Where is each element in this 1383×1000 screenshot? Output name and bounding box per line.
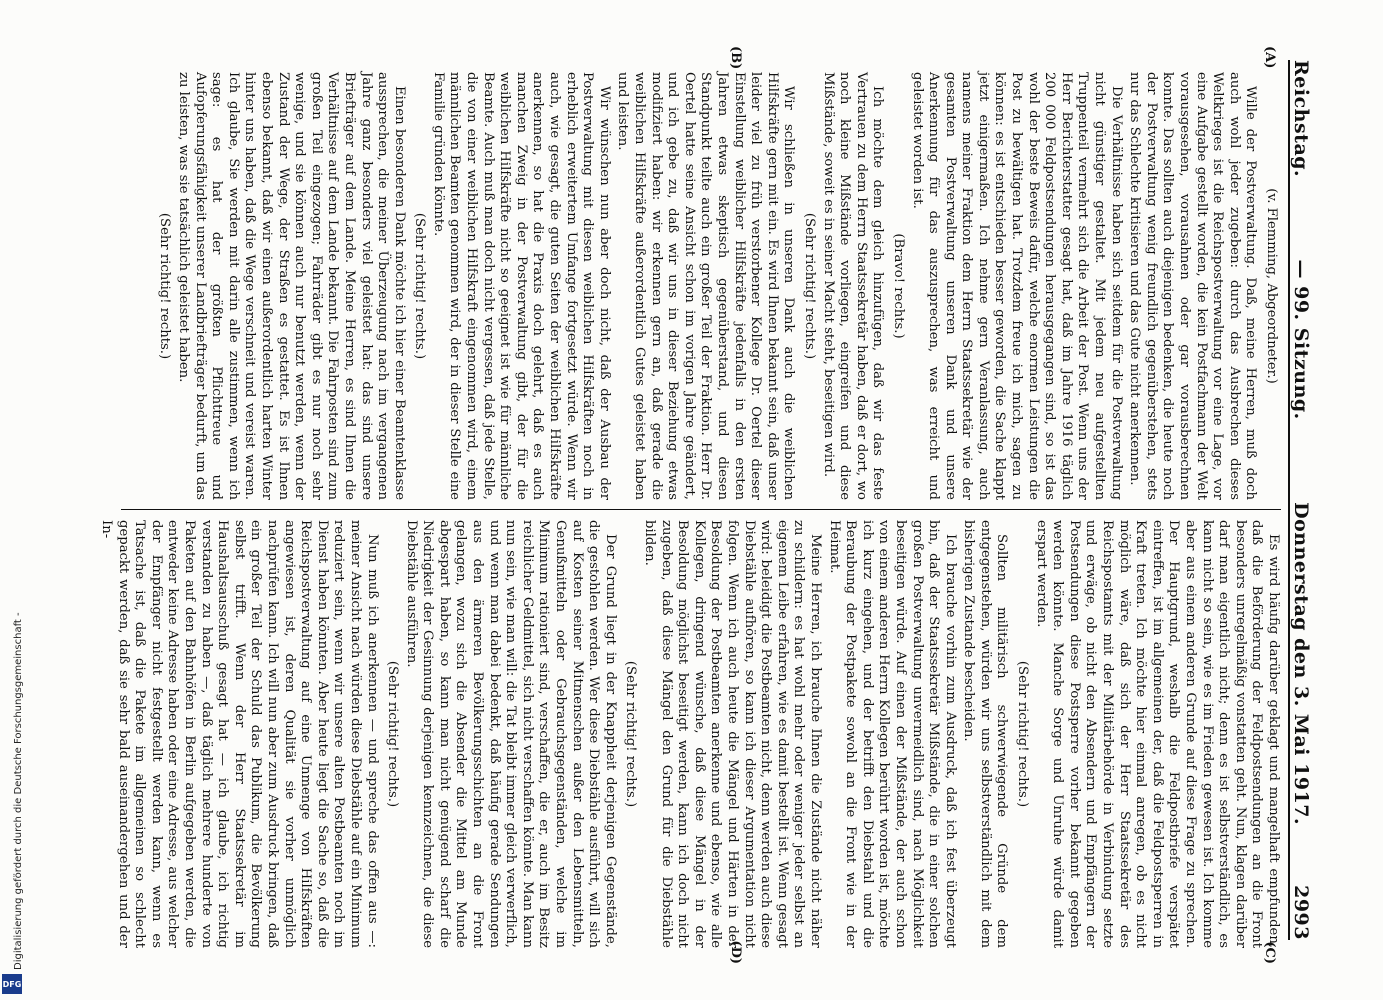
page-number: 2993 [1290, 885, 1312, 940]
paragraph: Ich möchte dem gleich hinzufügen, daß wir das feste Vertrauen zu dem Herrn Staatssekretär haben, daß er dort, wo noch kleine Mißstände vorliegen, eingreifen und diese Mißstände, soweit es in seiner Macht steht, beseitigen wird. [820, 72, 886, 500]
interjection: (Sehr richtig! rechts.) [1015, 660, 1031, 808]
margin-marker-a: (A) [1262, 46, 1277, 69]
page-header [1288, 60, 1328, 940]
header-left: Reichstag. [1290, 60, 1312, 178]
interjection: (Bravo! rechts.) [890, 233, 906, 339]
speaker-line: (v. Flemming, Abgeordneter.) [1264, 188, 1279, 384]
paragraph: Der Grund liegt in der Knappheit derjenigen Gegenstände, die gestohlen werden. Wer diese Diebstähle ausführt, will sich auf Kosten seiner Mitmenschen außer den Lebensmitteln, Genußmitteln oder Gebrauchsgegenständen, welche im Minimum rationiert sind, verschaffen, die er, auch im Besitz reichlicher Geldmittel, sich nicht verschaffen könnte. Man kann nun sein, wie man will: die Tat bleibt immer gleich verwerflich, und wenn man dabei bedenkt, daß häufig gerade Sendungen aus den ärmeren Bevölkerungsschichten an die Front gelangen, wozu sich die Absender die Mittel am Munde abgespart haben, so kann man nicht genügend scharf die Niedrigkeit der Gesinnung derjenigen kennzeichnen, die diese Diebstähle ausführen. [403, 520, 618, 948]
margin-marker-b: (B) [728, 46, 743, 70]
margin-marker-c: (C) [1262, 941, 1277, 964]
paragraph: Es wird häufig darüber geklagt und mangelhaft empfunden, daß die Beförderung der Feldpostsendungen an die Front besonders unregelmäßig vonstatten geht. Nun, klagen darüber darf man eigentlich nicht; denn es ist selbstverständlich, es kann nicht so sein, wie es im Frieden gewesen ist. Ich komme aber aus einem anderen Grunde auf diese Frage zu sprechen. Der Hauptgrund, weshalb die Feldpostbriefe verspätet eintreffen, ist im allgemeinen der, daß die Feldpostsperren in Kraft treten. Ich möchte hier einmal anregen, ob es nicht möglich wäre, daß sich der Herr Staatssekretär des Reichspostamts mit der Militärbehörde in Verbindung setzte und erwäge, ob nicht den Absendern und Empfängern der Postsendungen diese Postsperre vorher bekannt gegeben werden könnte. Manche Sorge und Unruhe würde damit erspart werden. [1033, 520, 1281, 948]
paragraph: Die Verhältnisse haben sich seitdem für die Postverwaltung nicht günstiger gestaltet. Mit jedem neu aufgestellten Truppenteil vermehrt sich die Arbeit der Post. Wenn uns der Herr Berichterstatter gesagt hat, daß im Jahre 1916 täglich 200 000 Feldpostsendungen herausgegangen sind, so ist das wohl der beste Beweis dafür, welche enormen Leistungen die Post zu bewältigen hat. Trotzdem freue ich mich, sagen zu können: es ist entschieden besser geworden, die Sache klappt jetzt einigermaßen. Ich nehme gern Veranlassung, auch namens meiner Fraktion dem Herrn Staatssekretär wie der gesamten Postverwaltung unseren Dank und unsere Anerkennung für das auszusprechen, was erreicht und geleistet worden ist. [909, 72, 1124, 500]
interjection: (Sehr richtig! rechts.) [412, 212, 428, 360]
text-column-right [99, 520, 1281, 948]
header-session: — 99. Sitzung. [1290, 259, 1312, 420]
paragraph: Sollten militärisch schwerwiegende Gründe dem entgegenstehen, würden wir uns selbstverständlich mit dem bisherigen Zustande bescheiden. [961, 520, 1010, 948]
interjection: (Sehr richtig! rechts.) [385, 660, 401, 808]
text-column-left [120, 72, 1281, 500]
paragraph: Meine Herren, ich brauche Ihnen die Zustände nicht näher zu schildern: es hat wohl mehr oder weniger jeder selbst an eigenem Leibe erfahren, wie es damit bestellt ist. Wenn gesagt wird: beleidigt die Postbeamten nicht, denn werden auch diese Diebstähle aufhören, so kann ich dieser Argumentation nicht folgen. Wenn ich auch heute die Mängel und Härten in der Besoldung der Postbeamten anerkenne und ebenso, wie alle Kollegen, dringend wünsche, daß diese Mängel in der Besoldung möglichst beseitigt werden, kann ich doch nicht zugeben, daß diese Mängel den Grund für die Diebstähle bilden. [642, 520, 823, 948]
column-divider [121, 509, 1281, 510]
paragraph: Ich brauche vorhin zum Ausdruck, daß ich fest überzeugt bin, daß der Staatssekretär Mißstände, die in einer solchen großen Postverwaltung unvermeidlich sind, nach Möglichkeit beseitigen würde. Auf einen der Mißstände, der auch schon von einem anderen Herrn Kollegen berührt worden ist, möchte ich kurz eingehen, und der betrifft den Diebstahl und die Beraubung der Postpakete sowohl an die Front wie in der Heimat. [826, 520, 958, 948]
paragraph: Nun muß ich anerkennen — und spreche das offen aus —: meiner Ansicht nach würden diese Diebstähle auf ein Minimum reduziert sein, wenn wir unsere alten Postbeamten noch im Dienst haben könnten. Aber heute liegt die Sache so, daß die Reichspostverwaltung auf eine Unmenge von Hilfskräften angewiesen ist, deren Qualität sie vorher unmöglich nachprüfen kann. Ich will nun aber zum Ausdruck bringen, daß ein großer Teil der Schuld das Publikum, die Bevölkerung selbst trifft. Wenn der Herr Staatssekretär im Haushaltsausschuß gesagt hat — ich glaube, ich richtig verstanden zu haben —, daß täglich mehrere hunderte von Paketen auf den Bahnhöfen in Berlin aufgegeben werden, die entweder keine Adresse haben oder eine Adresse, aus welcher der Empfänger nicht festgestellt werden kann, wenn es Tatsache ist, daß die Pakete im allgemeinen so schlecht gepackt werden, daß sie sehr bald auseinandergehen und der In- [99, 520, 380, 948]
paragraph: Wir schließen in unseren Dank auch die weiblichen Hilfskräfte gern mit ein. Es wird Ihnen bekannt sein, daß unser leider viel zu früh verstorbener Kollege Dr. Oertel dieser Einstellung weiblicher Hilfskräfte jedenfalls in den ersten Jahren etwas skeptisch gegenüberstand, und diesen Standpunkt teilte auch ein großer Teil der Fraktion. Herr Dr. Oertel hatte seine Ansicht schon im vorigen Jahre geändert, und ich gebe zu, daß wir uns in dieser Beziehung etwas modifiziert haben: wir erkennen gern an, daß gerade die weiblichen Hilfskräfte außerordentlich Gutes geleistet haben und leisten. [615, 72, 797, 500]
sidebar-credit-text: Digitalisierung gefördert durch die Deutsche Forschungsgemeinschaft - [13, 612, 24, 970]
header-date: Donnerstag den 3. Mai 1917. [1290, 502, 1312, 826]
paragraph: Wir wünschen nun aber doch nicht, daß der Ausbau der Postverwaltung mit diesen weiblichen Hilfskräften noch in erheblich erweitertem Umfange fortgesetzt würde. Wenn wir auch, wie gesagt, die guten Seiten der weiblichen Hilfskräfte anerkennen, so hat die Praxis doch gelehrt, daß es auch manchen Zweig in der Postverwaltung gibt, der für die weiblichen Hilfskräfte nicht so geeignet ist wie für männliche Beamte. Auch muß man doch nicht vergessen, daß jede Stelle, die von einer weiblichen Hilfskraft eingenommen wird, einem männlichen Beamten genommen wird, der in dieser Stelle eine Familie gründen könnte. [430, 72, 612, 500]
interjection: (Sehr richtig! rechts.) [623, 660, 639, 808]
paragraph: Einen besonderen Dank möchte ich hier einer Beamtenklasse aussprechen, die meiner Überzeugung nach im vergangenen Jahre ganz besonders viel geleistet hat: das sind unsere Briefträger auf dem Lande. Meine Herren, es sind Ihnen die Verhältnisse auf dem Lande bekannt. Die Fahrposten sind zum großen Teil eingezogen; Fahrräder gibt es nur noch sehr wenige, und sie können auch nur benutzt werden, wenn der Zustand der Wege, der Straßen es gestattet. Es ist Ihnen ebenso bekannt, daß wir einen außerordentlich harten Winter hinter uns haben, daß die Wege verschneit und vereist waren. Ich glaube, Sie werden mit darin alle zustimmen, wenn ich sage: es hat der größten Pflichttreue und Aufopferungsfähigkeit unserer Landbriefträger bedurft, um das zu leisten, was sie tatsächlich geleistet haben. [176, 72, 407, 500]
paragraph: Wille der Postverwaltung. Daß, meine Herren, muß doch auch wohl jeder zugeben: durch das Ausbrechen dieses Weltkrieges ist die Reichspostverwaltung vor eine Lage, vor eine Aufgabe gestellt worden, die kein Postfachmann der Welt vorausgesehen, vorausahnen oder gar vorausberechnen konnte. Das sollten auch diejenigen bedenken, die heute noch der Postverwaltung wenig freundlich gegenüberstehen, stets nur das Schlechte kritisieren und das Gute nicht anerkennen. [1127, 72, 1259, 500]
interjection: (Sehr richtig! rechts.) [157, 212, 173, 360]
interjection: (Sehr richtig! rechts.) [801, 212, 817, 360]
margin-marker-d: (D) [728, 940, 743, 964]
dfg-logo-icon[interactable]: DFG [2, 974, 22, 994]
